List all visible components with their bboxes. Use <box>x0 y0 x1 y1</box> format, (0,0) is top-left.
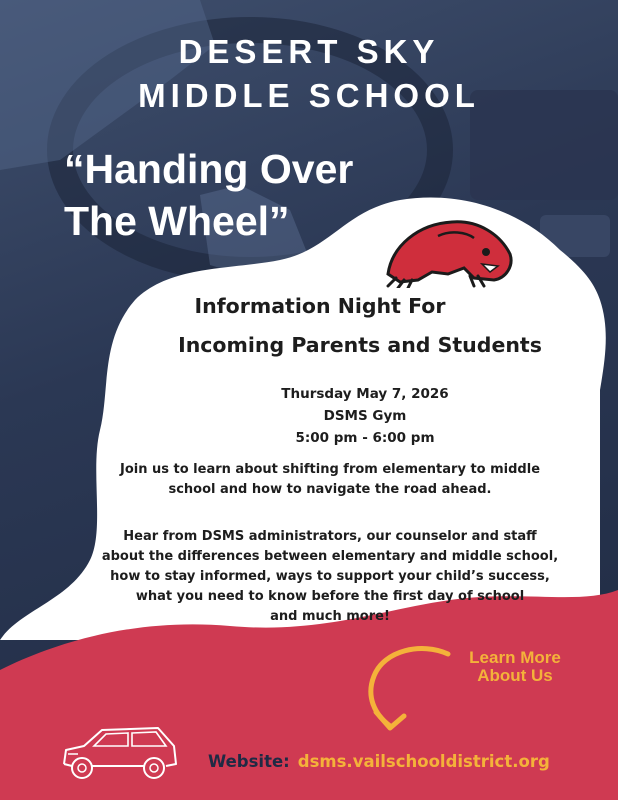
details-line: and much more! <box>270 609 390 624</box>
school-name-line2: MIDDLE SCHOOL <box>138 77 480 114</box>
event-date: Thursday May 7, 2026 <box>281 386 449 402</box>
learn-more-line1: Learn More <box>469 648 561 667</box>
details-line: what you need to know before the first day of school <box>135 589 525 604</box>
learn-more-line2: About Us <box>477 666 553 685</box>
details-line: Hear from DSMS administrators, our counselor and staff <box>123 529 537 544</box>
details-paragraph <box>70 527 590 627</box>
tagline-line2: The Wheel” <box>64 198 290 244</box>
details-line: about the differences between elementary and middle school, <box>101 549 559 564</box>
event-location: DSMS Gym <box>323 408 407 424</box>
curved-arrow-icon <box>360 640 460 740</box>
website-line <box>208 752 550 771</box>
website-link[interactable]: dsms.vailschooldistrict.org <box>297 752 550 771</box>
event-time: 5:00 pm - 6:00 pm <box>295 430 435 446</box>
school-name-line1: DESERT SKY <box>178 33 440 70</box>
intro-line: school and how to navigate the road ahead. <box>168 482 492 497</box>
panther-mascot-icon <box>378 216 518 288</box>
intro-paragraph <box>70 460 590 500</box>
website-label: Website: <box>208 752 290 771</box>
event-headline-line1: Information Night For <box>194 294 446 318</box>
details-line: how to stay informed, ways to support your child’s success, <box>110 569 550 584</box>
suv-car-icon <box>58 716 182 786</box>
tagline-line1: “Handing Over <box>64 146 354 192</box>
event-headline-line2: Incoming Parents and Students <box>178 333 542 357</box>
intro-line: Join us to learn about shifting from elementary to middle <box>119 462 541 477</box>
